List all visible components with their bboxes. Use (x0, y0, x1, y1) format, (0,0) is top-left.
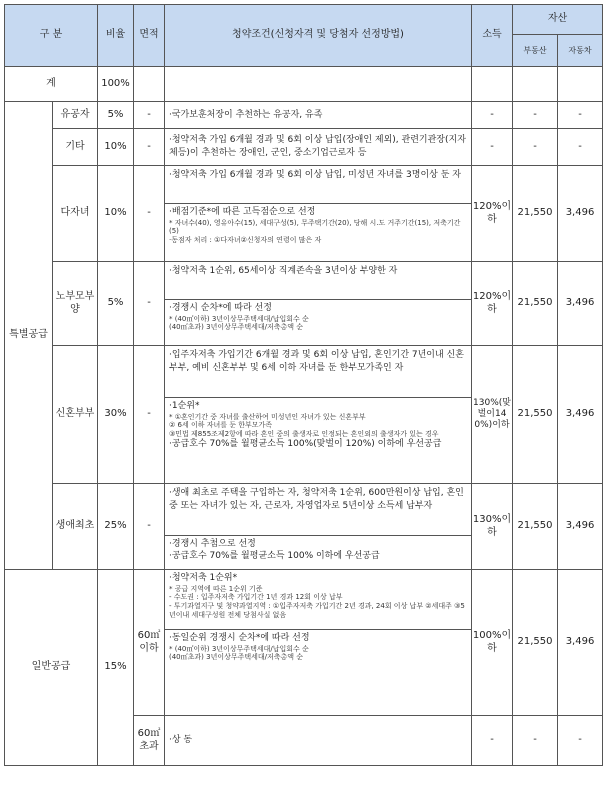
cond-newlywed-2-detail-1: * ①혼인기간 중 자녀를 출산하여 미성년인 자녀가 있는 신혼부부 (169, 412, 366, 421)
row-area-firsttime: - (134, 484, 165, 570)
row-area-merit: - (134, 102, 165, 129)
cond-general-1-detail-3: - 투기과열지구 및 청약과열지역 : ①입주자저축 가입기간 2년 경과, 24회 이상 납부 ②세대주 ③5년이내 세대구성원 전체 당첨사실 없음 (169, 602, 465, 619)
supply-conditions-table (4, 4, 603, 766)
cond-elderly-2-detail-2: (40㎡초과) 3년이상무주택세대/저축총액 순 (169, 323, 304, 332)
vehicle-firsttime: 3,496 (558, 484, 603, 570)
vehicle-elderly: 3,496 (558, 262, 603, 346)
real-estate-elderly: 21,550 (513, 262, 558, 346)
row-area-multichild: - (134, 166, 165, 262)
cond-multichild-2-title: ·배점기준*에 따른 고득점순으로 선정 (169, 207, 316, 217)
income-newlywed: 130%(맞벌이140%)이하 (472, 346, 513, 484)
vehicle-multichild: 3,496 (558, 166, 603, 262)
income-merit: - (472, 102, 513, 129)
cond-multichild-2-detail: * 자녀수(40), 영유아수(15), 세대구성(5), 무주택기간(20), 당해 시.도 거주기간(15), 저축기간(5) (169, 218, 461, 236)
cond-general-1-title: ·청약저축 1순위* (169, 573, 238, 583)
row-name-newlywed: 신혼부부 (53, 346, 98, 484)
income-firsttime: 130%이하 (472, 484, 513, 570)
cond-general-2-detail-2: (40㎡초과) 3년이상무주택세대/저축총액 순 (169, 653, 304, 662)
vehicle-other: - (558, 129, 603, 166)
special-supply-label: 특별공급 (5, 102, 53, 570)
row-name-merit: 유공자 (53, 102, 98, 129)
real-estate-general-large: - (513, 716, 558, 766)
cond-multichild-1: ·청약저축 가입 6개월 경과 및 6회 이상 납입, 미성년 자녀를 3명이상 둔 자 (169, 170, 461, 180)
header-assets: 자산 (513, 5, 603, 35)
vehicle-merit: - (558, 102, 603, 129)
cond-firsttime-1: ·생애 최초로 주택을 구입하는 자, 청약저축 1순위, 600만원이상 납입, 혼인중 또는 자녀가 있는 자, 근로자, 자영업자로 5년이상 소득세 납부자 (169, 488, 464, 511)
cond-multichild-2-tie: ·동점자 처리 : ①다자녀②신청자의 연령이 많은 자 (169, 236, 322, 245)
row-ratio-newlywed: 30% (98, 346, 134, 484)
real-estate-newlywed: 21,550 (513, 346, 558, 484)
cond-newlywed-2-detail-2: ② 6세 이하 자녀를 둔 한부모가족 (169, 421, 272, 430)
row-ratio-merit: 5% (98, 102, 134, 129)
income-elderly: 120%이하 (472, 262, 513, 346)
general-supply-label: 일반공급 (5, 570, 98, 766)
row-name-firsttime: 생애최초 (53, 484, 98, 570)
header-ratio: 비율 (98, 5, 134, 67)
row-name-other: 기타 (53, 129, 98, 166)
cond-elderly-1: ·청약저축 1순위, 65세이상 직계존속을 3년이상 부양한 자 (169, 266, 398, 276)
cond-newlywed-2-tail: ·공급호수 70%를 월평균소득 100%(맞벌이 120%) 이하에 우선공급 (169, 438, 442, 449)
row-name-multichild: 다자녀 (53, 166, 98, 262)
real-estate-merit: - (513, 102, 558, 129)
cond-elderly-2-title: ·경쟁시 순차*에 따라 선정 (169, 303, 272, 313)
row-area-elderly: - (134, 262, 165, 346)
real-estate-general-small: 21,550 (513, 570, 558, 716)
header-income: 소득 (472, 5, 513, 67)
cond-newlywed-1: ·입주자저축 가입기간 6개월 경과 및 6회 이상 납입, 혼인기간 7년이내 신혼부부, 예비 신혼부부 및 6세 이하 자녀를 둔 한부모가족인 자 (169, 350, 464, 373)
vehicle-general-small: 3,496 (558, 570, 603, 716)
cond-firsttime-2-title: ·경쟁시 추첨으로 선정 (169, 539, 256, 549)
cond-newlywed-2-detail-3: ③민법 제855조제2항에 따라 혼인 중의 출생자로 인정되는 혼인외의 출생자가 있는 경우 (169, 430, 439, 439)
cond-general-2-title: ·동일순위 경쟁시 순차*에 따라 선정 (169, 633, 310, 643)
header-area: 면적 (134, 5, 165, 67)
total-ratio: 100% (98, 67, 134, 102)
header-real-estate: 부동산 (513, 35, 558, 67)
row-name-elderly: 노부모부양 (53, 262, 98, 346)
income-multichild: 120%이하 (472, 166, 513, 262)
general-ratio: 15% (98, 570, 134, 766)
real-estate-other: - (513, 129, 558, 166)
cond-elderly-2-detail-1: * (40㎡이하) 3년이상무주택세대/납입회수 순 (169, 314, 309, 323)
cond-general-1-detail-2: - 수도권 : 입주자저축 가입기간 1년 경과 12회 이상 납부 (169, 593, 343, 602)
row-ratio-multichild: 10% (98, 166, 134, 262)
cond-newlywed-2-title: ·1순위* (169, 401, 200, 411)
income-general-small: 100%이하 (472, 570, 513, 716)
real-estate-multichild: 21,550 (513, 166, 558, 262)
cond-other: ·청약저축 가입 6개월 경과 및 6회 이상 납입(장애인 제외), 관련기관장(지자체등)이 추천하는 장애인, 군인, 중소기업근로자 등 (169, 135, 466, 158)
row-area-other: - (134, 129, 165, 166)
header-vehicle: 자동차 (558, 35, 603, 67)
cond-firsttime-2-tail: ·공급호수 70%를 월평균소득 100% 이하에 우선공급 (169, 550, 380, 561)
cond-merit: ·국가보훈처장이 추천하는 유공자, 유족 (169, 109, 323, 120)
vehicle-newlywed: 3,496 (558, 346, 603, 484)
cond-general-2-detail-1: * (40㎡이하) 3년이상무주택세대/납입회수 순 (169, 644, 309, 653)
header-category: 구 분 (5, 5, 98, 67)
general-area-large: 60㎡초과 (134, 716, 165, 766)
total-label: 계 (5, 67, 98, 102)
header-conditions: 청약조건(신청자격 및 당첨자 선정방법) (165, 5, 472, 67)
general-area-small: 60㎡이하 (134, 570, 165, 716)
row-ratio-other: 10% (98, 129, 134, 166)
row-ratio-elderly: 5% (98, 262, 134, 346)
vehicle-general-large: - (558, 716, 603, 766)
cond-general-large: ·상 동 (169, 735, 193, 746)
income-general-large: - (472, 716, 513, 766)
row-ratio-firsttime: 25% (98, 484, 134, 570)
income-other: - (472, 129, 513, 166)
row-area-newlywed: - (134, 346, 165, 484)
cond-general-1-detail-1: * 공급 지역에 따른 1순위 기준 (169, 584, 263, 593)
real-estate-firsttime: 21,550 (513, 484, 558, 570)
